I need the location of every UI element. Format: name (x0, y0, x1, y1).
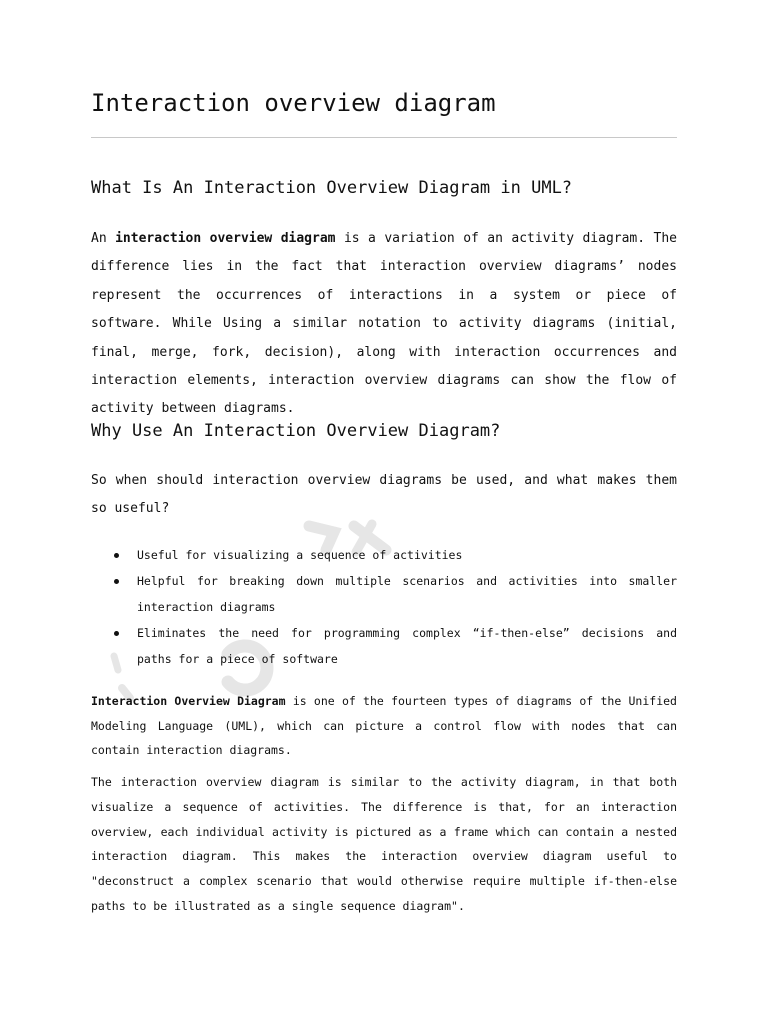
section-heading-why: Why Use An Interaction Overview Diagram? (91, 421, 501, 441)
intro-paragraph (91, 225, 677, 424)
title-divider (91, 137, 677, 138)
intro-term: interaction overview diagram (115, 231, 336, 246)
list-item (91, 620, 677, 672)
definition-paragraph (91, 689, 677, 763)
intro-lead: An (91, 231, 107, 246)
question-paragraph: So when should interaction overview diagrams be used, and what makes them so useful? (91, 473, 677, 517)
section-heading-what: What Is An Interaction Overview Diagram in UML? (91, 178, 573, 198)
page-title: Interaction overview diagram (91, 89, 496, 117)
benefits-list (91, 542, 677, 672)
list-item-text: Eliminates the need for programming complex “if-then-else” decisions and paths for a piece of software (137, 626, 677, 666)
definition-term: Interaction Overview Diagram (91, 694, 286, 708)
list-item-text: Useful for visualizing a sequence of activities (137, 548, 463, 562)
bullet-icon (114, 631, 119, 636)
intro-rest: is a variation of an activity diagram. The difference lies in the fact that interaction overview diagrams’ nodes represent the occurrences of interactions in a system or piece of software. While Using a similar notation to activity diagrams (initial, final, merge, fork, decision), along with interaction occurrences and interaction elements, interaction overview diagrams can show the flow of activity between diagrams. (91, 231, 677, 417)
list-item (91, 542, 677, 568)
comparison-paragraph: The interaction overview diagram is similar to the activity diagram, in that both visualize a sequence of activities. The difference is that, for an interaction overview, each individual activity is pictured as a frame which can contain a nested interaction diagram. This makes the interaction overview diagram useful to "deconstruct a complex scenario that would otherwise require multiple if-then-else paths to be illustrated as a single sequence diagram". (91, 775, 677, 913)
list-item-text: Helpful for breaking down multiple scenarios and activities into smaller interaction diagrams (137, 574, 677, 614)
definition-rest: is one of the fourteen types of diagrams of the Unified Modeling Language (UML), which can picture a control flow with nodes that can contain interaction diagrams. (91, 694, 677, 758)
bullet-icon (114, 579, 119, 584)
bullet-icon (114, 553, 119, 558)
list-item (91, 568, 677, 620)
